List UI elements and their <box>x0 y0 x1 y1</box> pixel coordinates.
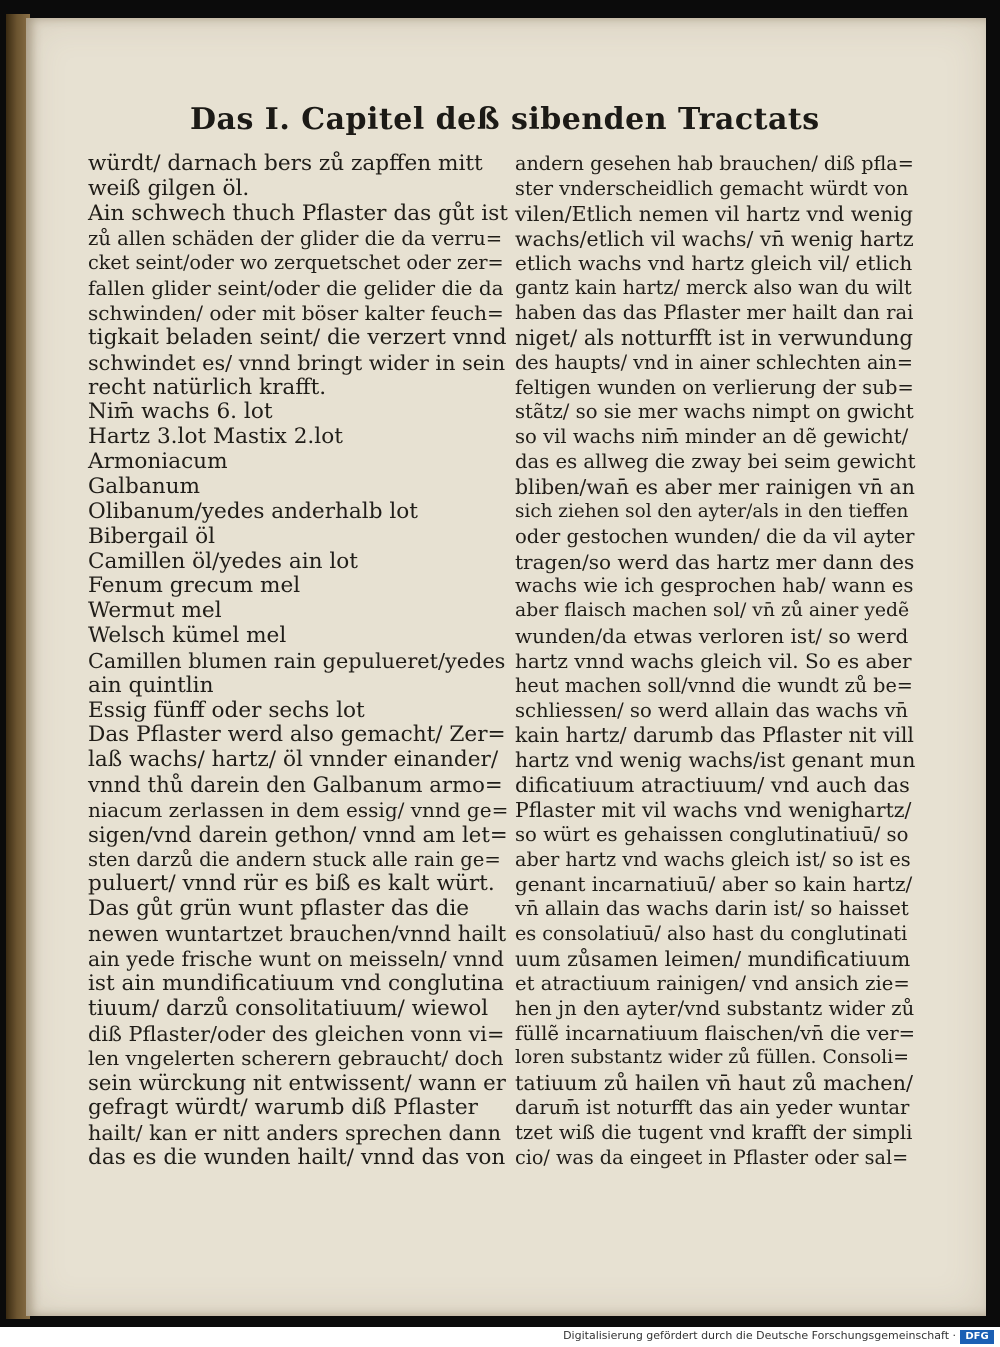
text-line: darum̄ ist noturfft das ain yeder wuntar <box>515 1096 910 1120</box>
text-line: Nim̄ wachs 6. lot <box>88 399 273 425</box>
text-line: etlich wachs vnd hartz gleich vil/ etlich <box>515 251 913 276</box>
text-line: heut machen soll/vnnd die wundt zů be= <box>515 673 913 697</box>
text-line: aber flaisch machen sol/ vn̄ zů ainer yedẽ <box>515 600 910 622</box>
text-line: schwinden/ oder mit böser kalter feuch= <box>88 301 504 326</box>
text-line: feltigen wunden on verlierung der sub= <box>515 375 914 399</box>
text-line: dificatiuum atractiuum/ vnd auch das <box>515 773 910 798</box>
text-line: sich ziehen sol den ayter/als in den tieffen <box>515 500 909 522</box>
text-line: tiuum/ darzů consolitatiuum/ wiewol <box>88 995 489 1021</box>
text-line: wachs/etlich vil wachs/ vn̄ wenig hartz <box>515 226 914 251</box>
text-line: cio/ was da eingeet in Pflaster oder sal= <box>515 1145 909 1169</box>
text-line: kain hartz/ darumb das Pflaster nit vill <box>515 723 914 748</box>
text-line: niacum zerlassen in dem essig/ vnnd ge= <box>88 797 509 822</box>
text-line: gefragt würdt/ warumb diß Pflaster <box>88 1095 478 1121</box>
text-line: Das Pflaster werd also gemacht/ Zer= <box>88 722 506 748</box>
text-line: weiß gilgen öl. <box>88 175 250 201</box>
text-line: so würt es gehaissen conglutinatiuū/ so <box>515 822 909 846</box>
text-line: haben das das Pflaster mer hailt dan rai <box>515 301 914 325</box>
right-text-column <box>515 152 915 1171</box>
text-line: recht natürlich krafft. <box>88 374 327 400</box>
text-line: tatiuum zů hailen vn̄ haut zů machen/ <box>515 1071 913 1096</box>
text-line: Fenum grecum mel <box>88 573 301 599</box>
text-line: hartz vnd wenig wachs/ist genant mun <box>515 748 916 773</box>
text-line: es consolatiuū/ also hast du conglutinati <box>515 922 908 946</box>
text-line: schliessen/ so werd allain das wachs vn̄ <box>515 698 909 722</box>
text-line: vnnd thů darein den Galbanum armo= <box>88 772 503 798</box>
running-head: Das I. Capitel deß sibenden Tractats <box>190 102 820 137</box>
text-line: Das gůt grün wunt pflaster das die <box>88 896 470 922</box>
text-line: sein würckung nit entwissent/ wann er <box>88 1070 506 1096</box>
text-line: Hartz 3.lot Mastix 2.lot <box>88 424 343 450</box>
funding-credit: Digitalisierung gefördert durch die Deutsche Forschungsgemeinschaft · <box>563 1329 956 1342</box>
text-line: würdt/ darnach bers zů zapffen mitt <box>88 151 483 176</box>
text-line: puluert/ vnnd rür es biß es kalt würt. <box>88 871 495 897</box>
text-line: diß Pflaster/oder des gleichen vonn vi= <box>88 1021 505 1046</box>
text-line: stãtz/ so sie mer wachs nimpt on gwicht <box>515 400 914 424</box>
left-text-column <box>88 152 508 1171</box>
text-line: vn̄ allain das wachs darin ist/ so haisset <box>515 897 909 921</box>
text-line: niget/ als notturfft ist in verwundung <box>515 324 913 350</box>
text-line: Bibergail öl <box>88 523 215 549</box>
text-line: tigkait beladen seint/ die verzert vnnd <box>88 324 507 350</box>
text-line: zů allen schäden der glider die da verru= <box>88 226 503 250</box>
text-line: Armoniacum <box>88 449 228 475</box>
text-line: schwindet es/ vnnd bringt wider in sein <box>88 350 506 375</box>
text-line: Wermut mel <box>88 598 222 624</box>
text-line: genant incarnatiuū/ aber so kain hartz/ <box>515 872 913 897</box>
text-line: Essig fünff oder sechs lot <box>88 697 365 723</box>
text-line: gantz kain hartz/ merck also wan du wilt <box>515 276 912 300</box>
text-line: loren substantz wider zů füllen. Consoli= <box>515 1047 909 1069</box>
text-line: so vil wachs nim̄ minder an dẽ gewicht/ <box>515 425 909 449</box>
text-line: tragen/so werd das hartz mer dann des <box>515 549 915 574</box>
text-line: Pflaster mit vil wachs vnd wenighartz/ <box>515 797 912 822</box>
text-line: andern gesehen hab brauchen/ diß pfla= <box>515 152 914 175</box>
text-line: des haupts/ vnd in ainer schlechten ain= <box>515 350 913 374</box>
text-line: oder gestochen wunden/ die da vil ayter <box>515 524 915 548</box>
text-line: et atractiuum rainigen/ vnd ansich zie= <box>515 971 910 995</box>
text-line: tzet wiß die tugent vnd krafft der simpli <box>515 1120 913 1144</box>
text-line: cket seint/oder wo zerquetschet oder zer= <box>88 251 504 275</box>
text-line: das es allweg die zway bei seim gewicht <box>515 450 916 474</box>
text-line: hailt/ kan er nitt anders sprechen dann <box>88 1120 502 1145</box>
text-line: Camillen blumen rain gepulueret/yedes <box>88 648 506 673</box>
text-line: uum zůsamen leimen/ mundificatiuum <box>515 947 911 971</box>
text-line: Galbanum <box>88 473 201 499</box>
text-line: bliben/wan̄ es aber mer rainigen vn̄ an <box>515 474 915 499</box>
text-line: Olibanum/yedes anderhalb lot <box>88 498 418 524</box>
text-line: laß wachs/ hartz/ öl vnnder einander/ <box>88 747 499 773</box>
text-line: ster vnderscheidlich gemacht würdt von <box>515 176 909 200</box>
text-line: sten darzů die andern stuck alle rain ge= <box>88 847 501 871</box>
text-line: sigen/vnd darein gethon/ vnnd am let= <box>88 821 508 847</box>
text-line: wunden/da etwas verloren ist/ so werd <box>515 624 909 649</box>
dfg-logo[interactable]: DFG <box>960 1330 994 1344</box>
text-line: Ain schwech thuch Pflaster das gůt ist <box>88 200 508 226</box>
text-line: wachs wie ich gesprochen hab/ wann es <box>515 574 914 598</box>
text-line: Welsch kümel mel <box>88 623 287 649</box>
text-line: hartz vnnd wachs gleich vil. So es aber <box>515 648 912 673</box>
text-line: fallen glider seint/oder die gelider die da <box>88 276 504 301</box>
text-line: hen jn den ayter/vnd substantz wider zů <box>515 996 915 1020</box>
text-line: füllẽ incarnatiuum flaischen/vn̄ die ver= <box>515 1021 916 1045</box>
text-line: len vngelerten scherern gebraucht/ doch <box>88 1046 504 1071</box>
text-line: ist ain mundificatiuum vnd conglutina <box>88 970 505 996</box>
text-line: ain yede frische wunt on meisseln/ vnnd <box>88 947 504 971</box>
text-line: ain quintlin <box>88 672 214 698</box>
text-line: vilen/Etlich nemen vil hartz vnd wenig <box>515 201 913 226</box>
text-line: das es die wunden hailt/ vnnd das von <box>88 1144 506 1170</box>
text-line: newen wuntartzet brauchen/vnnd hailt <box>88 921 507 947</box>
text-line: Camillen öl/yedes ain lot <box>88 548 358 574</box>
text-line: aber hartz vnd wachs gleich ist/ so ist es <box>515 847 911 871</box>
